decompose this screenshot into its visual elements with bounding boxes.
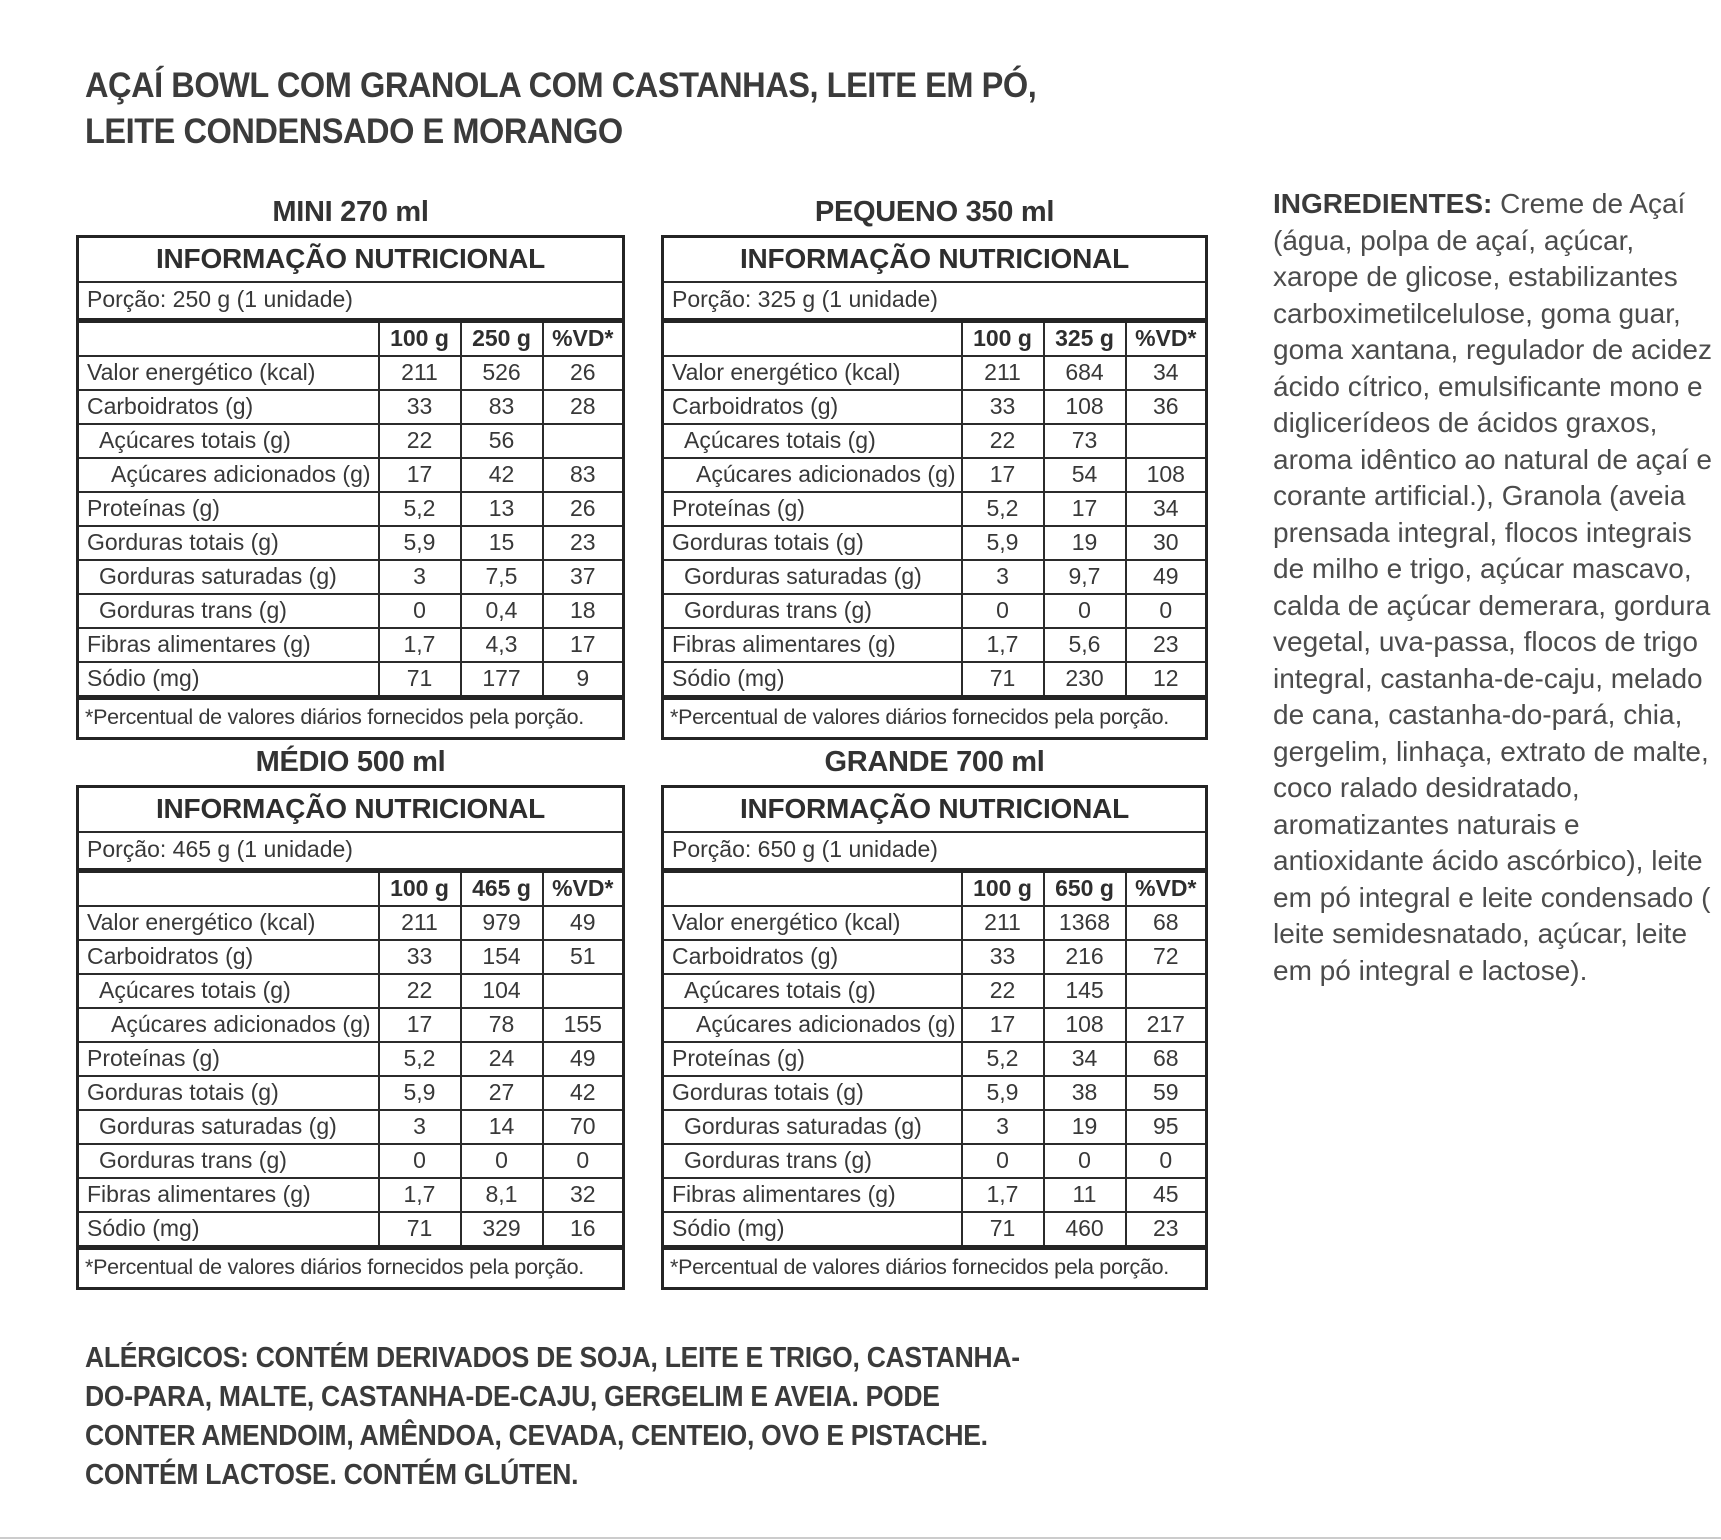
- nutrient-value: 5,9: [379, 1076, 461, 1110]
- nutrient-label: Açúcares adicionados (g): [78, 458, 379, 492]
- nutrient-value: 22: [379, 974, 461, 1008]
- nutrient-value: 34: [1126, 356, 1207, 390]
- nutrient-row: [663, 1212, 1207, 1248]
- nutrient-value: 3: [962, 1110, 1044, 1144]
- allergens-statement: ALÉRGICOS: CONTÉM DERIVADOS DE SOJA, LEITE E TRIGO, CASTANHA-DO-PARA, MALTE, CASTANHA-DE-CAJU, GERGELIM E AVEIA. PODE CONTER AMENDOIM, AMÊNDOA, CEVADA, CENTEIO, OVO E PISTACHE. CONTÉM LACTOSE. CONTÉM GLÚTEN.: [85, 1341, 1020, 1491]
- nutrient-row: [663, 1110, 1207, 1144]
- column-header-portion: 650 g: [1044, 871, 1126, 907]
- nutrient-label: Gorduras totais (g): [78, 1076, 379, 1110]
- nutrient-row: [78, 492, 624, 526]
- nutrient-value: 211: [379, 356, 461, 390]
- nutrient-label: Sódio (mg): [78, 1212, 379, 1248]
- nutrition-panel-mini: [76, 196, 625, 740]
- nutrient-row: [663, 424, 1207, 458]
- nutrient-row: [663, 560, 1207, 594]
- nutrient-value: 72: [1126, 940, 1207, 974]
- nutrition-table-mini: [76, 235, 625, 740]
- nutrient-label: Fibras alimentares (g): [663, 628, 962, 662]
- nutrient-label: Gorduras saturadas (g): [663, 1110, 962, 1144]
- nutrient-value: 68: [1126, 1042, 1207, 1076]
- nutrient-label: Açúcares adicionados (g): [663, 1008, 962, 1042]
- page-title: AÇAÍ BOWL COM GRANOLA COM CASTANHAS, LEITE EM PÓ, LEITE CONDENSADO E MORANGO: [85, 66, 1037, 152]
- nutrient-row: [78, 390, 624, 424]
- table-title: INFORMAÇÃO NUTRICIONAL: [78, 787, 624, 833]
- nutrition-panel-grande: [661, 746, 1208, 1290]
- nutrient-value: [1126, 974, 1207, 1008]
- nutrient-value: 59: [1126, 1076, 1207, 1110]
- nutrient-value: [543, 424, 624, 458]
- nutrient-value: 95: [1126, 1110, 1207, 1144]
- nutrient-value: 71: [962, 662, 1044, 698]
- nutrient-value: 211: [379, 906, 461, 940]
- nutrient-value: 0: [379, 594, 461, 628]
- nutrient-value: 5,6: [1044, 628, 1126, 662]
- nutrient-row: [78, 560, 624, 594]
- table-title: INFORMAÇÃO NUTRICIONAL: [663, 787, 1207, 833]
- nutrient-value: 108: [1126, 458, 1207, 492]
- nutrient-value: 4,3: [461, 628, 543, 662]
- nutrient-value: 19: [1044, 1110, 1126, 1144]
- nutrient-value: 0: [962, 594, 1044, 628]
- nutrient-value: 17: [543, 628, 624, 662]
- nutrient-value: 7,5: [461, 560, 543, 594]
- nutrient-value: 22: [379, 424, 461, 458]
- nutrient-value: 0: [461, 1144, 543, 1178]
- nutrient-label: Gorduras saturadas (g): [78, 1110, 379, 1144]
- nutrient-value: 83: [461, 390, 543, 424]
- nutrient-label: Carboidratos (g): [663, 390, 962, 424]
- portion-text: Porção: 250 g (1 unidade): [78, 282, 624, 321]
- nutrient-label: Valor energético (kcal): [663, 356, 962, 390]
- nutrient-value: 19: [1044, 526, 1126, 560]
- nutrient-value: 27: [461, 1076, 543, 1110]
- column-header-empty: [78, 321, 379, 357]
- nutrient-value: 1,7: [962, 1178, 1044, 1212]
- nutrient-row: [78, 1042, 624, 1076]
- nutrient-value: 460: [1044, 1212, 1126, 1248]
- nutrient-value: 217: [1126, 1008, 1207, 1042]
- nutrient-row: [663, 492, 1207, 526]
- nutrient-value: 49: [1126, 560, 1207, 594]
- nutrient-value: 78: [461, 1008, 543, 1042]
- column-header-vd: %VD*: [1126, 321, 1207, 357]
- nutrient-value: 5,9: [962, 1076, 1044, 1110]
- footnote: *Percentual de valores diários fornecidos pela porção.: [78, 698, 624, 739]
- nutrient-value: 0: [543, 1144, 624, 1178]
- nutrient-value: 26: [543, 356, 624, 390]
- nutrient-value: 0: [379, 1144, 461, 1178]
- nutrient-value: 15: [461, 526, 543, 560]
- nutrient-value: 979: [461, 906, 543, 940]
- nutrient-value: 49: [543, 906, 624, 940]
- nutrient-row: [78, 1144, 624, 1178]
- nutrient-value: 22: [962, 974, 1044, 1008]
- nutrient-value: 216: [1044, 940, 1126, 974]
- nutrient-label: Proteínas (g): [663, 1042, 962, 1076]
- nutrient-row: [663, 526, 1207, 560]
- ingredients-text: Creme de Açaí (água, polpa de açaí, açúcar, xarope de glicose, estabilizantes carboximetilcelulose, goma guar, goma xantana, regulador de acidez ácido cítrico, emulsificante mono e diglicerídeos de ácidos graxos, aroma idêntico ao natural de açaí e corante artificial.), Granola (aveia prensada integral, flocos integrais de milho e trigo, açúcar mascavo, calda de açúcar demerara, gordura vegetal, uva-passa, flocos de trigo integral, castanha-de-caju, melado de cana, castanha-do-pará, chia, gergelim, linhaça, extrato de malte, coco ralado desidratado, aromatizantes naturais e antioxidante ácido ascórbico), leite em pó integral e leite condensado ( leite semidesnatado, açúcar, leite em pó integral e lactose).: [1273, 188, 1712, 986]
- nutrient-label: Açúcares totais (g): [78, 974, 379, 1008]
- nutrient-value: 71: [379, 1212, 461, 1248]
- nutrient-value: 54: [1044, 458, 1126, 492]
- column-header-empty: [663, 321, 962, 357]
- nutrient-label: Açúcares adicionados (g): [663, 458, 962, 492]
- nutrient-value: 32: [543, 1178, 624, 1212]
- nutrient-value: 17: [379, 458, 461, 492]
- nutrient-row: [663, 906, 1207, 940]
- footnote: *Percentual de valores diários fornecidos pela porção.: [78, 1248, 624, 1289]
- nutrient-value: 5,2: [962, 1042, 1044, 1076]
- nutrition-panel-pequeno: [661, 196, 1208, 740]
- nutrient-label: Gorduras totais (g): [663, 1076, 962, 1110]
- nutrient-row: [663, 662, 1207, 698]
- nutrient-value: 42: [461, 458, 543, 492]
- nutrition-table-grande: [661, 785, 1208, 1290]
- nutrient-value: 71: [379, 662, 461, 698]
- column-header-100g: 100 g: [962, 871, 1044, 907]
- ingredients-section: [1273, 186, 1720, 989]
- nutrient-row: [78, 1008, 624, 1042]
- table-title: INFORMAÇÃO NUTRICIONAL: [663, 237, 1207, 283]
- nutrient-value: 33: [379, 390, 461, 424]
- nutrient-row: [78, 906, 624, 940]
- nutrient-value: 108: [1044, 1008, 1126, 1042]
- nutrient-row: [663, 594, 1207, 628]
- nutrient-label: Valor energético (kcal): [78, 356, 379, 390]
- nutrient-value: 45: [1126, 1178, 1207, 1212]
- nutrient-row: [663, 458, 1207, 492]
- nutrient-row: [78, 974, 624, 1008]
- footnote: *Percentual de valores diários fornecidos pela porção.: [663, 698, 1207, 739]
- size-label-grande: GRANDE 700 ml: [824, 746, 1045, 778]
- nutrient-row: [663, 1042, 1207, 1076]
- nutrient-label: Carboidratos (g): [663, 940, 962, 974]
- nutrient-row: [663, 356, 1207, 390]
- nutrient-value: 211: [962, 356, 1044, 390]
- nutrient-label: Gorduras trans (g): [78, 594, 379, 628]
- nutrient-label: Gorduras totais (g): [663, 526, 962, 560]
- nutrient-value: 12: [1126, 662, 1207, 698]
- nutrient-value: 0,4: [461, 594, 543, 628]
- nutrient-label: Açúcares totais (g): [663, 424, 962, 458]
- nutrient-value: [543, 974, 624, 1008]
- portion-text: Porção: 465 g (1 unidade): [78, 832, 624, 871]
- nutrient-label: Proteínas (g): [663, 492, 962, 526]
- column-header-100g: 100 g: [379, 321, 461, 357]
- nutrient-value: 68: [1126, 906, 1207, 940]
- nutrient-label: Gorduras saturadas (g): [663, 560, 962, 594]
- nutrient-value: 70: [543, 1110, 624, 1144]
- nutrient-value: 42: [543, 1076, 624, 1110]
- nutrient-value: 108: [1044, 390, 1126, 424]
- nutrient-value: 34: [1044, 1042, 1126, 1076]
- nutrient-value: 177: [461, 662, 543, 698]
- column-header-vd: %VD*: [543, 871, 624, 907]
- nutrient-label: Sódio (mg): [663, 1212, 962, 1248]
- nutrient-label: Gorduras totais (g): [78, 526, 379, 560]
- column-header-empty: [78, 871, 379, 907]
- nutrient-row: [663, 390, 1207, 424]
- nutrient-value: 0: [1126, 1144, 1207, 1178]
- nutrient-label: Gorduras trans (g): [663, 594, 962, 628]
- nutrient-value: 18: [543, 594, 624, 628]
- nutrient-label: Proteínas (g): [78, 492, 379, 526]
- nutrient-row: [663, 628, 1207, 662]
- nutrient-label: Fibras alimentares (g): [78, 1178, 379, 1212]
- nutrient-value: 5,2: [379, 1042, 461, 1076]
- nutrient-label: Carboidratos (g): [78, 940, 379, 974]
- nutrient-row: [663, 1008, 1207, 1042]
- nutrient-value: 211: [962, 906, 1044, 940]
- footnote: *Percentual de valores diários fornecidos pela porção.: [663, 1248, 1207, 1289]
- nutrient-value: 155: [543, 1008, 624, 1042]
- nutrient-value: 13: [461, 492, 543, 526]
- nutrient-value: 3: [379, 560, 461, 594]
- nutrient-row: [78, 1178, 624, 1212]
- nutrient-row: [78, 1076, 624, 1110]
- size-label-mini: MINI 270 ml: [272, 196, 429, 228]
- nutrient-value: 83: [543, 458, 624, 492]
- nutrient-value: 17: [962, 458, 1044, 492]
- nutrient-value: 3: [962, 560, 1044, 594]
- nutrient-value: 5,2: [962, 492, 1044, 526]
- nutrient-value: 23: [1126, 1212, 1207, 1248]
- nutrient-value: 0: [1044, 594, 1126, 628]
- nutrient-value: 145: [1044, 974, 1126, 1008]
- nutrient-value: 684: [1044, 356, 1126, 390]
- nutrient-row: [78, 1110, 624, 1144]
- nutrient-value: 33: [379, 940, 461, 974]
- portion-text: Porção: 325 g (1 unidade): [663, 282, 1207, 321]
- nutrient-value: 1,7: [962, 628, 1044, 662]
- ingredients-label: INGREDIENTES:: [1273, 188, 1493, 219]
- nutrient-value: 5,2: [379, 492, 461, 526]
- nutrient-value: 17: [1044, 492, 1126, 526]
- nutrient-value: 0: [1044, 1144, 1126, 1178]
- nutrient-label: Gorduras trans (g): [663, 1144, 962, 1178]
- nutrient-row: [78, 628, 624, 662]
- nutrient-value: 1368: [1044, 906, 1126, 940]
- nutrient-value: 26: [543, 492, 624, 526]
- nutrient-row: [663, 1076, 1207, 1110]
- nutrient-value: 8,1: [461, 1178, 543, 1212]
- nutrition-table-pequeno: [661, 235, 1208, 740]
- nutrient-row: [663, 1178, 1207, 1212]
- nutrient-value: 11: [1044, 1178, 1126, 1212]
- nutrient-label: Proteínas (g): [78, 1042, 379, 1076]
- nutrition-panel-medio: [76, 746, 625, 1290]
- nutrient-value: 38: [1044, 1076, 1126, 1110]
- nutrient-value: 23: [1126, 628, 1207, 662]
- nutrient-row: [78, 594, 624, 628]
- nutrient-row: [663, 974, 1207, 1008]
- nutrient-value: 56: [461, 424, 543, 458]
- nutrient-value: 526: [461, 356, 543, 390]
- nutrient-value: 9,7: [1044, 560, 1126, 594]
- nutrient-value: 37: [543, 560, 624, 594]
- nutrient-value: 0: [1126, 594, 1207, 628]
- column-header-portion: 250 g: [461, 321, 543, 357]
- size-label-medio: MÉDIO 500 ml: [255, 746, 446, 778]
- nutrient-value: 9: [543, 662, 624, 698]
- nutrient-value: 5,9: [962, 526, 1044, 560]
- nutrient-row: [78, 662, 624, 698]
- nutrient-label: Valor energético (kcal): [663, 906, 962, 940]
- nutrient-value: 49: [543, 1042, 624, 1076]
- nutrient-row: [78, 1212, 624, 1248]
- nutrient-row: [78, 940, 624, 974]
- portion-text: Porção: 650 g (1 unidade): [663, 832, 1207, 871]
- nutrient-label: Valor energético (kcal): [78, 906, 379, 940]
- column-header-portion: 465 g: [461, 871, 543, 907]
- nutrient-row: [78, 458, 624, 492]
- nutrient-value: 230: [1044, 662, 1126, 698]
- nutrient-label: Fibras alimentares (g): [663, 1178, 962, 1212]
- nutrient-label: Fibras alimentares (g): [78, 628, 379, 662]
- nutrient-value: 0: [962, 1144, 1044, 1178]
- nutrient-value: 24: [461, 1042, 543, 1076]
- column-header-vd: %VD*: [1126, 871, 1207, 907]
- nutrient-value: 28: [543, 390, 624, 424]
- nutrient-label: Sódio (mg): [78, 662, 379, 698]
- column-header-vd: %VD*: [543, 321, 624, 357]
- nutrition-table-medio: [76, 785, 625, 1290]
- nutrient-value: 33: [962, 940, 1044, 974]
- table-title: INFORMAÇÃO NUTRICIONAL: [78, 237, 624, 283]
- nutrient-value: [1126, 424, 1207, 458]
- nutrient-value: 30: [1126, 526, 1207, 560]
- nutrient-value: 1,7: [379, 1178, 461, 1212]
- column-header-100g: 100 g: [962, 321, 1044, 357]
- nutrient-value: 22: [962, 424, 1044, 458]
- nutrient-value: 23: [543, 526, 624, 560]
- nutrient-value: 1,7: [379, 628, 461, 662]
- nutrient-value: 16: [543, 1212, 624, 1248]
- nutrient-value: 17: [962, 1008, 1044, 1042]
- column-header-100g: 100 g: [379, 871, 461, 907]
- nutrient-label: Carboidratos (g): [78, 390, 379, 424]
- nutrient-value: 3: [379, 1110, 461, 1144]
- nutrient-label: Açúcares totais (g): [663, 974, 962, 1008]
- nutrient-value: 17: [379, 1008, 461, 1042]
- bottom-edge-divider: [0, 1537, 1721, 1539]
- nutrient-value: 14: [461, 1110, 543, 1144]
- nutrient-label: Sódio (mg): [663, 662, 962, 698]
- nutrient-row: [78, 356, 624, 390]
- size-label-pequeno: PEQUENO 350 ml: [814, 196, 1055, 228]
- nutrient-value: 33: [962, 390, 1044, 424]
- nutrient-value: 36: [1126, 390, 1207, 424]
- column-header-portion: 325 g: [1044, 321, 1126, 357]
- nutrient-value: 104: [461, 974, 543, 1008]
- nutrient-row: [663, 1144, 1207, 1178]
- nutrient-value: 154: [461, 940, 543, 974]
- nutrient-value: 34: [1126, 492, 1207, 526]
- nutrient-value: 51: [543, 940, 624, 974]
- nutrient-label: Gorduras saturadas (g): [78, 560, 379, 594]
- nutrient-value: 73: [1044, 424, 1126, 458]
- column-header-empty: [663, 871, 962, 907]
- nutrient-row: [663, 940, 1207, 974]
- nutrient-label: Gorduras trans (g): [78, 1144, 379, 1178]
- nutrient-label: Açúcares totais (g): [78, 424, 379, 458]
- nutrient-row: [78, 424, 624, 458]
- nutrient-label: Açúcares adicionados (g): [78, 1008, 379, 1042]
- nutrient-value: 5,9: [379, 526, 461, 560]
- nutrient-value: 71: [962, 1212, 1044, 1248]
- nutrient-value: 329: [461, 1212, 543, 1248]
- nutrient-row: [78, 526, 624, 560]
